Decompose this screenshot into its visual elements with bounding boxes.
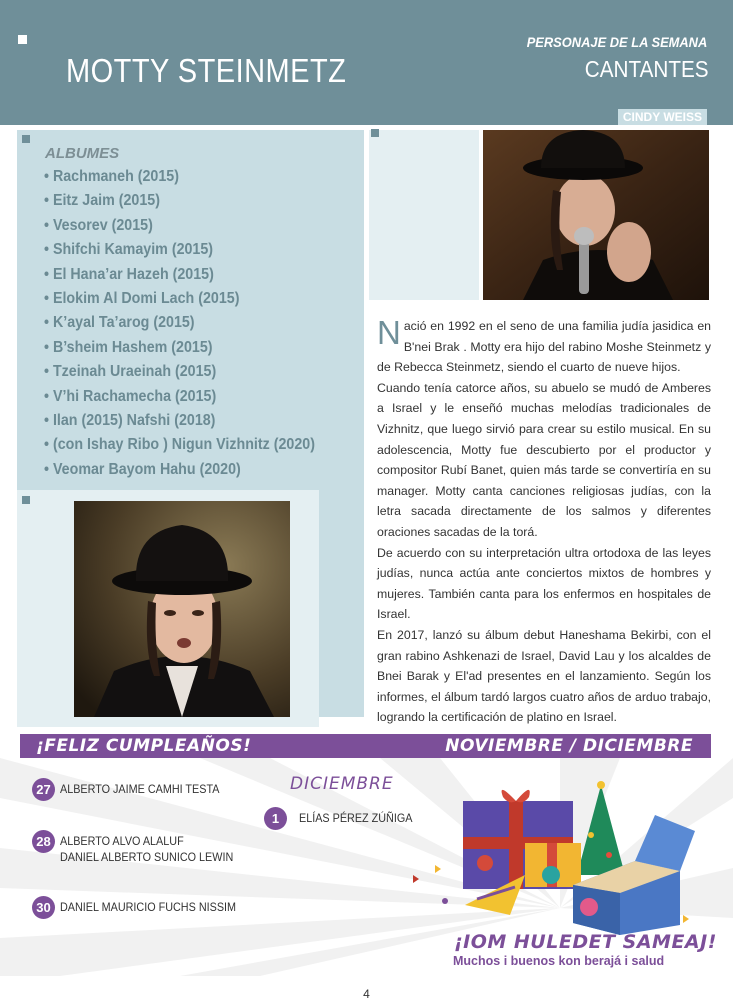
list-item: • El Hana’ar Hazeh (2015) xyxy=(44,265,214,283)
birthday-names: DANIEL MAURICIO FUCHS NISSIM xyxy=(60,900,237,914)
list-item: • Eitz Jaim (2015) xyxy=(44,192,160,210)
birthday-months: NOVIEMBRE / DICIEMBRE xyxy=(445,736,693,756)
album-list xyxy=(44,168,339,485)
portrait-photo xyxy=(74,501,290,717)
list-item: • Rachmaneh (2015) xyxy=(44,168,179,185)
article-paragraph: Nació en 1992 en el seno de una familia judía jasidica en B'nei Brak . Motty era hijo del rabino Moshe Steinmetz y de Rebecca Steinmetz, siendo el cuarto de nueve hijos. xyxy=(377,314,711,375)
list-item: • Elokim Al Domi Lach (2015) xyxy=(44,289,240,307)
birthday-entry xyxy=(32,778,237,801)
day-badge: 28 xyxy=(32,830,55,853)
birthday-wishes: Muchos i buenos kon berajá i salud xyxy=(453,954,665,968)
page-title: MOTTY STEINMETZ xyxy=(66,52,347,89)
photo-panel xyxy=(369,130,479,300)
day-badge: 30 xyxy=(32,896,55,919)
square-bullet-icon xyxy=(22,135,30,143)
article-body xyxy=(377,316,711,728)
list-item: • B’sheim Hashem (2015) xyxy=(44,338,213,356)
list-item: • Vesorev (2015) xyxy=(44,216,153,234)
singing-photo xyxy=(483,130,709,300)
list-item: • K’ayal Ta’arog (2015) xyxy=(44,314,195,332)
header-banner xyxy=(0,0,733,125)
list-item: • Shifchi Kamayim (2015) xyxy=(44,241,214,259)
author-badge: CINDY WEISS xyxy=(618,109,707,125)
square-bullet-icon xyxy=(18,35,27,44)
day-badge: 1 xyxy=(264,807,287,830)
birthday-names: ALBERTO ALVO ALALUF DANIEL ALBERTO SUNICO LEWIN xyxy=(60,834,234,864)
birthday-names: ALBERTO JAIME CAMHI TESTA xyxy=(60,782,220,796)
list-item: • (con Ishay Ribo ) Nigun Vizhnitz (2020) xyxy=(44,436,315,454)
list-item: • Tzeinah Uraeinah (2015) xyxy=(44,363,217,381)
birthday-names: ELÍAS PÉREZ ZÚÑIGA xyxy=(299,811,413,825)
birthday-title: ¡FELIZ CUMPLEAÑOS! xyxy=(36,736,252,756)
page-number: 4 xyxy=(363,987,370,1001)
article-paragraph: De acuerdo con su interpretación ultra ortodoxa de las leyes judías, nunca actúa ante conciertos mixtos de hombres y mujeres. También canta para los enfermos en hospitales de Israel. xyxy=(377,545,711,622)
birthday-greeting: ¡IOM HULEDET SAMEAJ! xyxy=(454,931,717,953)
december-title: DICIEMBRE xyxy=(290,774,394,794)
drop-cap: N xyxy=(377,314,401,351)
birthday-entry xyxy=(32,896,256,919)
square-bullet-icon xyxy=(371,129,379,137)
article-paragraph: Cuando tenía catorce años, su abuelo se mudó de Amberes a Israel y le enseñó muchas melodías tradicionales de Vizhnitz, que luego sirvió para crear su estilo musical. En su adolescencia, Motty fue descubierto por el productor y compositor Rubí Banet, quien más tarde se convertiría en su manager. Motty canta canciones religiosas judías, con la letra sacada directamente de los salmos y diferentes oraciones sacadas de la torá. xyxy=(377,380,711,539)
list-item: • Ilan (2015) Nafshi (2018) xyxy=(44,411,216,429)
section-title: CANTANTES xyxy=(585,56,709,82)
albums-title: ALBUMES xyxy=(45,145,120,162)
day-badge: 27 xyxy=(32,778,55,801)
section-kicker: PERSONAJE DE LA SEMANA xyxy=(526,34,707,50)
birthday-entry xyxy=(32,830,253,865)
square-bullet-icon xyxy=(22,496,30,504)
list-item: • Veomar Bayom Hahu (2020) xyxy=(44,460,241,478)
list-item: • V’hi Rachamecha (2015) xyxy=(44,387,217,405)
gifts-illustration xyxy=(405,775,715,935)
article-paragraph: En 2017, lanzó su álbum debut Haneshama Bekirbi, con el gran rabino Ashkenazi de Israel, David Lau y los alcaldes de Bnei Barak y El'ad presentes en el lanzamiento. Según los informes, el álbum tardó largos cuatro años de arduo trabajo, logrando la certificación de platino en Israel. xyxy=(377,627,711,725)
birthday-entry xyxy=(264,807,425,830)
